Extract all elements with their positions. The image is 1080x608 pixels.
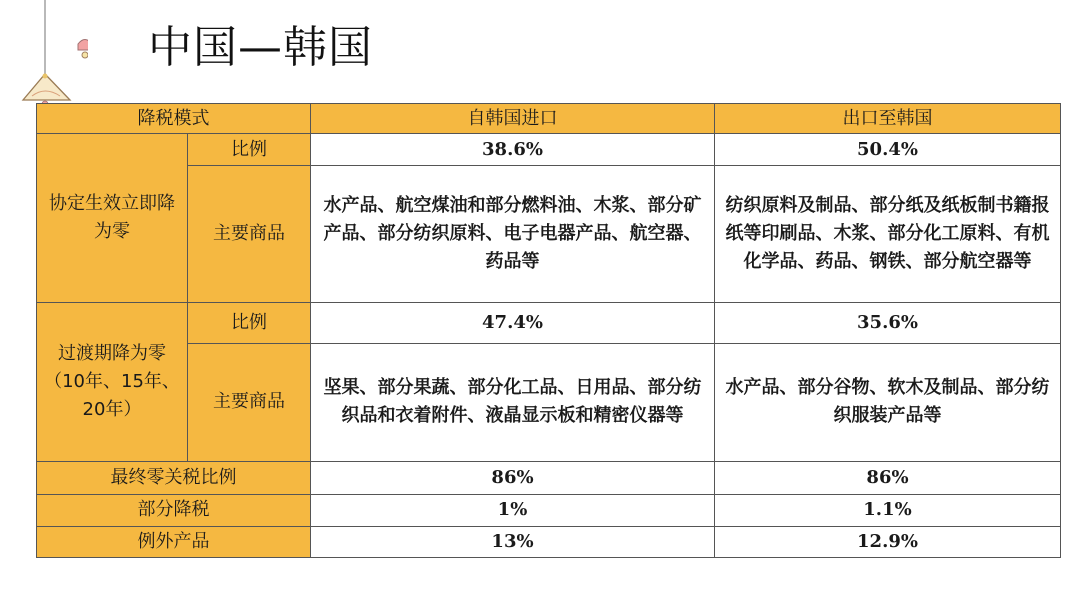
goods-label: 主要商品 xyxy=(188,166,311,303)
final-zero-export: 86% xyxy=(715,461,1061,494)
header-row xyxy=(37,104,1061,134)
export-header: 出口至韩国 xyxy=(715,104,1061,134)
tariff-table xyxy=(36,103,1061,558)
import-header: 自韩国进口 xyxy=(311,104,715,134)
table-row xyxy=(37,461,1061,494)
table-row xyxy=(37,166,1061,303)
transition-import-ratio: 47.4% xyxy=(311,303,715,343)
immediate-export-ratio: 50.4% xyxy=(715,134,1061,166)
transition-zero-label: 过渡期降为零（10年、15年、20年） xyxy=(37,303,188,461)
transition-export-ratio: 35.6% xyxy=(715,303,1061,343)
ratio-label: 比例 xyxy=(188,303,311,343)
transition-import-goods: 坚果、部分果蔬、部分化工品、日用品、部分纺织品和衣着附件、液晶显示板和精密仪器等 xyxy=(311,343,715,461)
immediate-import-ratio: 38.6% xyxy=(311,134,715,166)
page-title: 中国—韩国 xyxy=(148,22,373,73)
goods-label: 主要商品 xyxy=(188,343,311,461)
hanging-bell-decoration-icon xyxy=(18,0,88,110)
exceptions-label: 例外产品 xyxy=(37,526,311,557)
partial-import: 1% xyxy=(311,494,715,526)
table-row xyxy=(37,526,1061,557)
immediate-import-goods: 水产品、航空煤油和部分燃料油、木浆、部分矿产品、部分纺织原料、电子电器产品、航空器、药品等 xyxy=(311,166,715,303)
partial-label: 部分降税 xyxy=(37,494,311,526)
exceptions-import: 13% xyxy=(311,526,715,557)
table-row xyxy=(37,134,1061,166)
immediate-zero-label: 协定生效立即降为零 xyxy=(37,134,188,303)
final-zero-label: 最终零关税比例 xyxy=(37,461,311,494)
exceptions-export: 12.9% xyxy=(715,526,1061,557)
immediate-export-goods: 纺织原料及制品、部分纸及纸板制书籍报纸等印刷品、木浆、部分化工原料、有机化学品、药品、钢铁、部分航空器等 xyxy=(715,166,1061,303)
partial-export: 1.1% xyxy=(715,494,1061,526)
mode-header: 降税模式 xyxy=(37,104,311,134)
table-row xyxy=(37,303,1061,343)
final-zero-import: 86% xyxy=(311,461,715,494)
table-row xyxy=(37,494,1061,526)
table-row xyxy=(37,343,1061,461)
ratio-label: 比例 xyxy=(188,134,311,166)
transition-export-goods: 水产品、部分谷物、软木及制品、部分纺织服装产品等 xyxy=(715,343,1061,461)
